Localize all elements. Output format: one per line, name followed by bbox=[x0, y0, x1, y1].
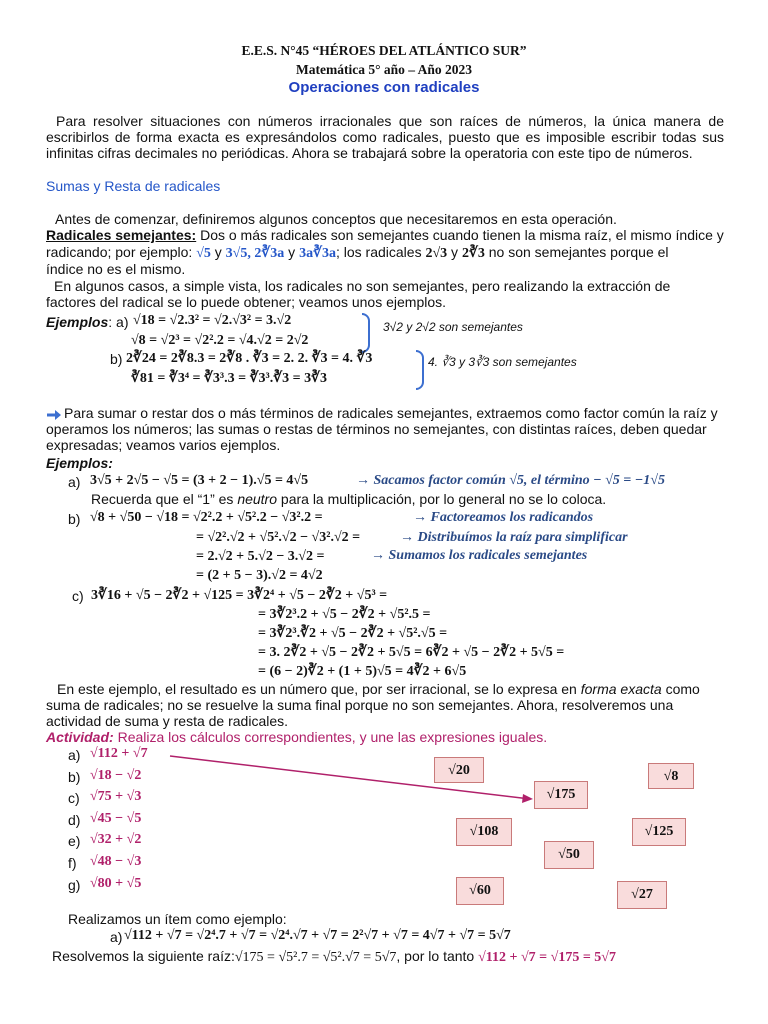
answer-box-sqrt-8[interactable]: √8 bbox=[648, 763, 694, 789]
example-b-note: 4. ∛3 y 3∛3 son semejantes bbox=[428, 355, 577, 369]
ex-a-label: a) bbox=[68, 474, 81, 490]
activity-item-expression[interactable]: √48 − √3 bbox=[90, 854, 142, 869]
activity-label: Actividad: bbox=[46, 729, 114, 745]
ex-a-expression: 3√5 + 2√5 − √5 = (3 + 2 − 1).√5 = 4√5 bbox=[90, 473, 309, 488]
course-line: Matemática 5° año – Año 2023 bbox=[295, 62, 472, 77]
worked-last-line bbox=[52, 948, 616, 966]
example-b-line-1: 2∛24 = 2∛8.3 = 2∛8 . ∛3 = 2. 2. ∛3 = 4. ∛3 bbox=[126, 351, 373, 366]
ex-a-remark-2: para la multiplicación, por lo general no se lo coloca. bbox=[277, 491, 607, 507]
ex-b-line-3: = 2.√2 + 5.√2 − 3.√2 = bbox=[196, 549, 325, 564]
y-conj-3: y bbox=[447, 244, 462, 260]
example-b-line-2: ∛81 = ∛3⁴ = ∛3³.3 = ∛3³.∛3 = 3∛3 bbox=[131, 371, 328, 386]
worked-last-result: √112 + √7 = √175 = 5√7 bbox=[478, 950, 616, 965]
example-a-line-1: √18 = √2.3² = √2.√3² = 3.√2 bbox=[133, 313, 292, 328]
ex-c-line-3: = 3∛2³.∛2 + √5 − 2∛2 + √5².√5 = bbox=[258, 626, 448, 641]
activity-item-expression[interactable]: √75 + √3 bbox=[90, 789, 142, 805]
ex-a-remark-neutral: neutro bbox=[237, 491, 278, 507]
ex-c-label: c) bbox=[72, 588, 84, 604]
worked-last-expression: √175 = √5².7 = √5².√7 = 5√7 bbox=[234, 950, 397, 965]
ex-a-note: → Sacamos factor común √5, el término − √5 = −1√5 bbox=[356, 473, 665, 488]
activity-item-label: b) bbox=[68, 768, 81, 785]
ex-b-note-1: → Factoreamos los radicandos bbox=[413, 510, 594, 525]
worked-last-mid: , por lo tanto bbox=[396, 948, 479, 964]
ex-b-note-2: → Distribuímos la raíz para simplificar bbox=[400, 530, 628, 545]
examples2-label: Ejemplos: bbox=[46, 455, 113, 471]
worked-intro: Realizamos un ítem como ejemplo: bbox=[68, 911, 287, 927]
y-conj-1: y bbox=[210, 244, 226, 260]
activity-item-expression[interactable]: √112 + √7 bbox=[90, 746, 148, 761]
definition-text-2b: ; los radicales bbox=[335, 244, 426, 260]
activity-item-label: a) bbox=[68, 747, 81, 763]
ex-c-line-4: = 3. 2∛2 + √5 − 2∛2 + 5√5 = 6∛2 + √5 − 2∛2 + 5√5 = bbox=[258, 645, 565, 660]
before-text: Antes de comenzar, definiremos algunos conceptos que necesitaremos en esta operación. bbox=[55, 211, 617, 227]
connector-arrowhead bbox=[522, 794, 533, 803]
activity-item-label: e) bbox=[68, 833, 81, 850]
activity-item-label: g) bbox=[68, 876, 81, 893]
ex-b-line-4: = (2 + 5 − 3).√2 = 4√2 bbox=[196, 568, 323, 583]
intro-paragraph: Para resolver situaciones con números irracionales que son raíces de números, la única manera de escribirlos de forma exacta es expresándolos como radicales, puesto que es imposible escribir todas sus infinitas cifras decimales no periódicas. Ahora se trabajará sobre la operatoria con este tipo de números. bbox=[46, 113, 724, 162]
sum-rule-paragraph: Para sumar o restar dos o más términos de radicales semejantes, extraemos como factor común la raíz y operamos los números; las sumas o restas de términos no semejantes, con distintas raíces, deben quedar expresadas; veamos varios ejemplos. bbox=[46, 405, 718, 454]
ex-b-line-2: = √2².√2 + √5².√2 − √3².√2 = bbox=[196, 530, 361, 545]
ex-c-line-5: = (6 − 2)∛2 + (1 + 5)√5 = 4∛2 + 6√5 bbox=[258, 664, 467, 679]
activity-item-expression[interactable]: √18 − √2 bbox=[90, 767, 142, 783]
school-name: E.E.S. N°45 “HÉROES DEL ATLÁNTICO SUR” bbox=[241, 43, 527, 58]
ex-b-label: b) bbox=[68, 511, 81, 527]
example-a-prefix: : a) bbox=[108, 314, 129, 330]
nonsimilar-radical-2: 2∛3 bbox=[461, 246, 485, 261]
example-a-note: 3√2 y 2√2 son semejantes bbox=[383, 320, 523, 334]
answer-box-sqrt-175[interactable]: √175 bbox=[534, 781, 588, 809]
activity-item-label: f) bbox=[68, 855, 77, 871]
example-radical-3: 3a∛3a bbox=[299, 246, 336, 261]
answer-box-sqrt-125[interactable]: √125 bbox=[632, 818, 686, 846]
example-radical-2: 3√5, 2∛3a bbox=[225, 246, 285, 261]
ex-a-remark-1: Recuerda que el “1” es bbox=[91, 491, 238, 507]
ex-b-line-1: √8 + √50 − √18 = √2².2 + √5².2 − √3².2 = bbox=[90, 510, 323, 525]
activity-item-expression[interactable]: √45 − √5 bbox=[90, 810, 142, 826]
example-a-line-2: √8 = √2³ = √2².2 = √4.√2 = 2√2 bbox=[131, 333, 309, 348]
some-cases-paragraph: En algunos casos, a simple vista, los radicales no son semejantes, pero realizando la extracción de factores del radical se lo puede obtener; veamos unos ejemplos. bbox=[46, 278, 671, 311]
activity-item-label: c) bbox=[68, 790, 80, 807]
conclusion-line-2: suma de radicales; no se resuelve la suma final porque no son semejantes. Ahora, resolveremos una bbox=[46, 697, 674, 713]
y-conj-2: y bbox=[284, 244, 300, 260]
conclusion-line-3: actividad de suma y resta de radicales. bbox=[46, 713, 289, 729]
answer-box-sqrt-20[interactable]: √20 bbox=[434, 757, 484, 783]
worked-a-label: a) bbox=[110, 929, 123, 945]
definition-text-1: Dos o más radicales son semejantes cuando tienen la misma raíz, el mismo índice y bbox=[196, 227, 724, 243]
section-title: Sumas y Resta de radicales bbox=[46, 178, 221, 194]
answer-box-sqrt-50[interactable]: √50 bbox=[544, 841, 594, 869]
conclusion-text-1: En este ejemplo, el resultado es un número que, por ser irracional, se lo expresa en bbox=[57, 681, 581, 697]
answer-box-sqrt-27[interactable]: √27 bbox=[617, 881, 667, 909]
examples-label: Ejemplos bbox=[46, 314, 109, 330]
connector-line bbox=[170, 756, 530, 799]
example-b-prefix: b) bbox=[110, 351, 123, 367]
definition-line-3: índice no es el mismo. bbox=[46, 261, 186, 277]
conclusion-text-1-end: como bbox=[661, 681, 700, 697]
answer-box-sqrt-108[interactable]: √108 bbox=[456, 818, 512, 846]
activity-item-label: d) bbox=[68, 811, 81, 828]
example-radical-1: √5 bbox=[196, 246, 211, 261]
conclusion-exact-form: forma exacta bbox=[580, 681, 662, 697]
activity-item-expression[interactable]: √32 + √2 bbox=[90, 832, 142, 848]
ex-b-note-3: → Sumamos los radicales semejantes bbox=[371, 548, 588, 563]
ex-c-line-1: 3∛16 + √5 − 2∛2 + √125 = 3∛2⁴ + √5 − 2∛2 + √5³ = bbox=[91, 588, 388, 603]
answer-box-sqrt-60[interactable]: √60 bbox=[456, 877, 504, 905]
activity-item-expression[interactable]: √80 + √5 bbox=[90, 875, 142, 891]
ex-c-line-2: = 3∛2³.2 + √5 − 2∛2 + √5².5 = bbox=[258, 607, 431, 622]
nonsimilar-radical-1: 2√3 bbox=[425, 246, 448, 261]
definition-term: Radicales semejantes: bbox=[46, 227, 197, 243]
activity-text: Realiza los cálculos correspondientes, y une las expresiones iguales. bbox=[113, 729, 548, 745]
worked-a-expression: √112 + √7 = √2⁴.7 + √7 = √2⁴.√7 + √7 = 2²√7 + √7 = 4√7 + √7 = 5√7 bbox=[124, 928, 511, 943]
definition-text-2c: no son semejantes porque el bbox=[484, 244, 669, 260]
definition-text-2a: radicando; por ejemplo: bbox=[46, 244, 197, 260]
page-title: Operaciones con radicales bbox=[288, 79, 480, 96]
worked-last-pre: Resolvemos la siguiente raíz: bbox=[52, 948, 235, 964]
